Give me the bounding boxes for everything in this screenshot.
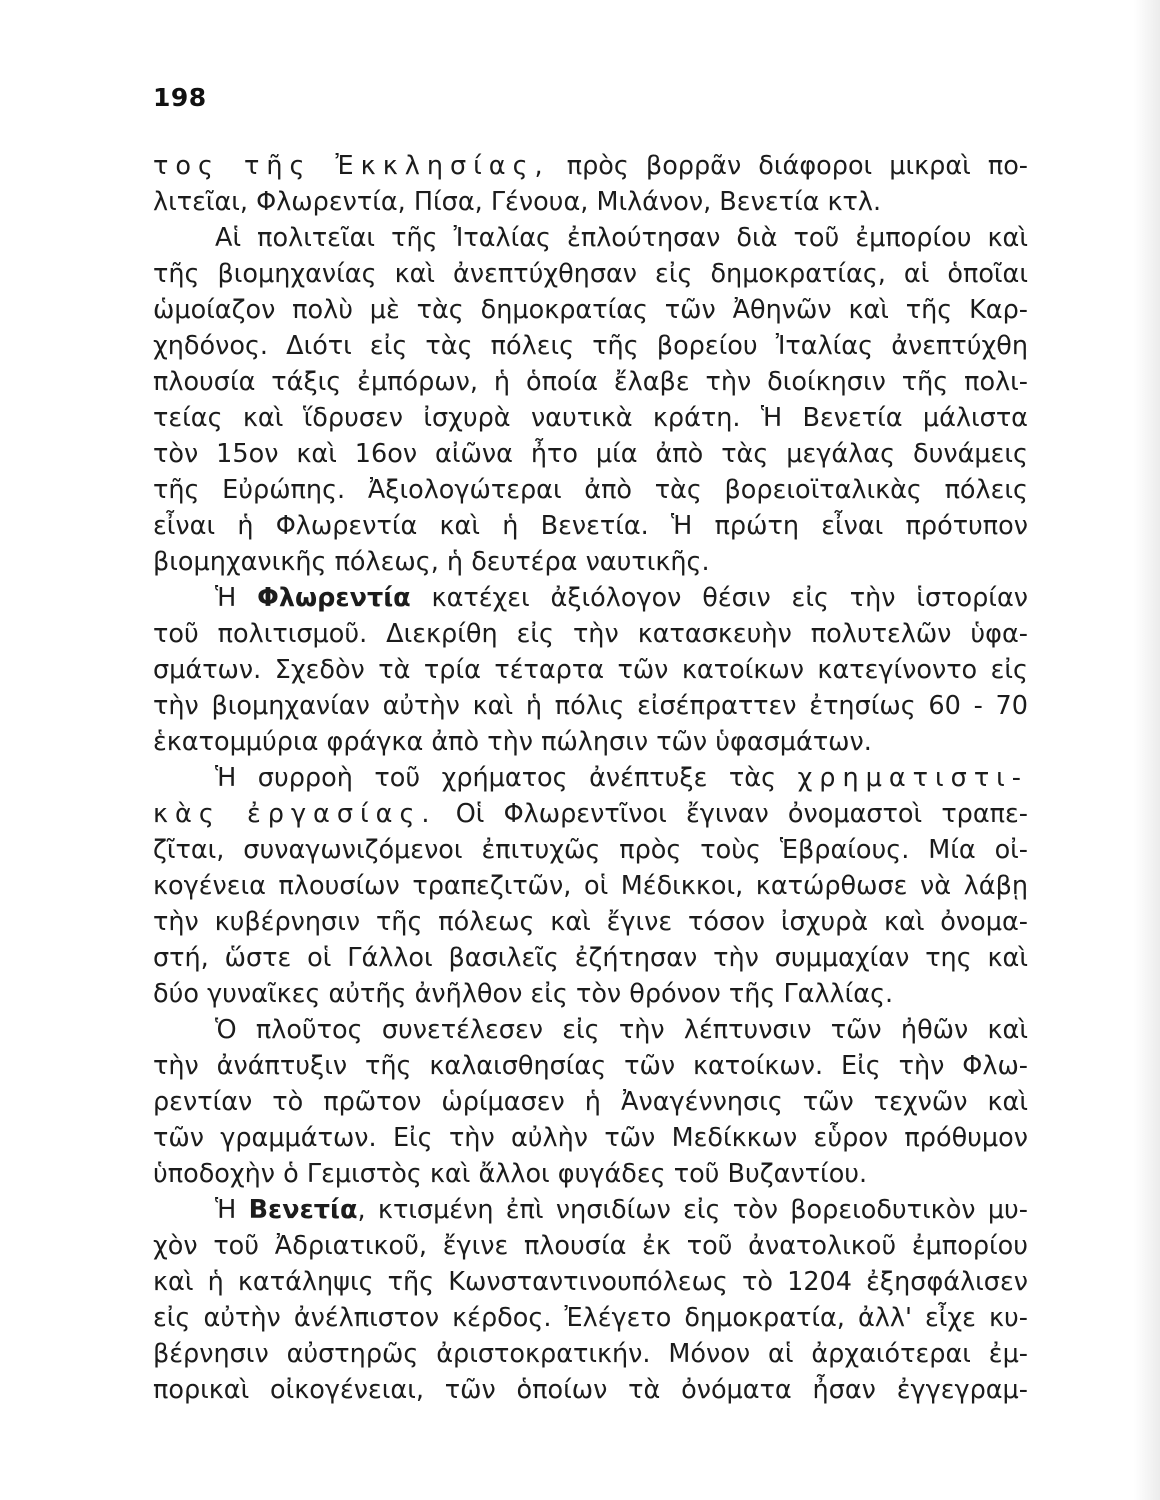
text-line bbox=[153, 616, 1028, 652]
line-text: τὴν βιομηχανίαν αὐτὴν καὶ ἡ πόλις εἰσέπραττεν ἐτησίως 60 - 70 bbox=[153, 691, 1028, 721]
text-line bbox=[153, 220, 1028, 256]
text-line bbox=[153, 1156, 1028, 1192]
line-text: τῶν γραμμάτων. Εἰς τὴν αὐλὴν τῶν Μεδίκκων εὗρον πρόθυμον bbox=[153, 1123, 1028, 1153]
body-text bbox=[153, 148, 1028, 1408]
text-line bbox=[153, 832, 1028, 868]
text-line bbox=[153, 724, 1028, 760]
text-line bbox=[153, 1192, 1028, 1228]
text-line bbox=[153, 1012, 1028, 1048]
line-text: Αἱ πολιτεῖαι τῆς Ἰταλίας ἐπλούτησαν διὰ τοῦ ἐμπορίου καὶ bbox=[215, 223, 1028, 253]
text-line bbox=[153, 400, 1028, 436]
text-line bbox=[153, 508, 1028, 544]
emphasized-spaced-text: τος τῆς Ἐκκλησίας, bbox=[153, 151, 550, 181]
emphasized-spaced-text: κὰς ἐργασίας. bbox=[153, 799, 437, 829]
text-line bbox=[153, 1336, 1028, 1372]
text-line bbox=[153, 292, 1028, 328]
text-line bbox=[153, 688, 1028, 724]
line-text: καὶ ἡ κατάληψις τῆς Κωνσταντινουπόλεως τὸ 1204 ἐξησφάλισεν bbox=[153, 1267, 1028, 1297]
text-line bbox=[153, 184, 1028, 220]
text-line bbox=[153, 796, 1028, 832]
line-text: βέρνησιν αὐστηρῶς ἀριστοκρατικήν. Μόνον αἱ ἀρχαιότεραι ἐμ- bbox=[153, 1339, 1028, 1369]
line-text: πορικαὶ οἰκογένειαι, τῶν ὁποίων τὰ ὀνόματα ἦσαν ἐγγεγραμ- bbox=[153, 1375, 1028, 1405]
text-line bbox=[153, 1300, 1028, 1336]
text-line bbox=[153, 940, 1028, 976]
line-text: Οἱ Φλωρεντῖνοι ἔγιναν ὀνομαστοὶ τραπε- bbox=[436, 799, 1028, 829]
line-text: εἰς αὐτὴν ἀνέλπιστον κέρδος. Ἐλέγετο δημοκρατία, ἀλλ' εἶχε κυ- bbox=[153, 1303, 1028, 1333]
text-line bbox=[153, 1264, 1028, 1300]
line-text: χηδόνος. Διότι εἰς τὰς πόλεις τῆς βορείου Ἰταλίας ἀνεπτύχθη bbox=[153, 331, 1028, 361]
line-text: λιτεῖαι, Φλωρεντία, Πίσα, Γένουα, Μιλάνον, Βενετία κτλ. bbox=[153, 187, 882, 217]
text-line bbox=[153, 148, 1028, 184]
bold-term: Φλωρεντία bbox=[257, 583, 411, 613]
text-line bbox=[153, 976, 1028, 1012]
emphasized-spaced-text: χρηματιστι- bbox=[797, 763, 1028, 793]
bold-term: Βενετία bbox=[248, 1195, 358, 1225]
text-line bbox=[153, 904, 1028, 940]
text-line bbox=[153, 1084, 1028, 1120]
text-line bbox=[153, 760, 1028, 796]
line-text: ὑποδοχὴν ὁ Γεμιστὸς καὶ ἄλλοι φυγάδες τοῦ Βυζαντίου. bbox=[153, 1159, 868, 1189]
line-text: , κτισμένη ἐπὶ νησιδίων εἰς τὸν βορειοδυτικὸν μυ- bbox=[357, 1195, 1028, 1225]
line-text: Ἡ bbox=[215, 583, 258, 613]
line-text: τείας καὶ ἵδρυσεν ἰσχυρὰ ναυτικὰ κράτη. Ἡ Βενετία μάλιστα bbox=[153, 403, 1028, 433]
line-text: Ὁ πλοῦτος συνετέλεσεν εἰς τὴν λέπτυνσιν τῶν ἠθῶν καὶ bbox=[215, 1015, 1028, 1045]
text-line bbox=[153, 580, 1028, 616]
text-line bbox=[153, 328, 1028, 364]
line-text: δύο γυναῖκες αὐτῆς ἀνῆλθον εἰς τὸν θρόνον τῆς Γαλλίας. bbox=[153, 979, 894, 1009]
line-text: ρεντίαν τὸ πρῶτον ὡρίμασεν ἡ Ἀναγέννησις τῶν τεχνῶν καὶ bbox=[153, 1087, 1028, 1117]
line-text: ὡμοίαζον πολὺ μὲ τὰς δημοκρατίας τῶν Ἀθηνῶν καὶ τῆς Καρ- bbox=[153, 295, 1028, 325]
text-line bbox=[153, 652, 1028, 688]
text-line bbox=[153, 1120, 1028, 1156]
line-text: σμάτων. Σχεδὸν τὰ τρία τέταρτα τῶν κατοίκων κατεγίνοντο εἰς bbox=[153, 655, 1028, 685]
line-text: πλουσία τάξις ἐμπόρων, ἡ ὁποία ἔλαβε τὴν διοίκησιν τῆς πολι- bbox=[153, 367, 1028, 397]
text-line bbox=[153, 1372, 1028, 1408]
page-number: 198 bbox=[153, 83, 207, 112]
text-line bbox=[153, 1228, 1028, 1264]
line-text: πρὸς βορρᾶν διάφοροι μικραὶ πο- bbox=[549, 151, 1028, 181]
text-line bbox=[153, 868, 1028, 904]
page-edge-shadow bbox=[1134, 0, 1160, 1500]
line-text: Ἡ συρροὴ τοῦ χρήματος ἀνέπτυξε τὰς bbox=[215, 763, 798, 793]
text-line bbox=[153, 364, 1028, 400]
text-line bbox=[153, 1048, 1028, 1084]
line-text: βιομηχανικῆς πόλεως, ἡ δευτέρα ναυτικῆς. bbox=[153, 547, 710, 577]
line-text: κογένεια πλουσίων τραπεζιτῶν, οἱ Μέδικκοι, κατώρθωσε νὰ λάβῃ bbox=[153, 871, 1028, 901]
text-line bbox=[153, 472, 1028, 508]
line-text: τὴν κυβέρνησιν τῆς πόλεως καὶ ἔγινε τόσον ἰσχυρὰ καὶ ὀνομα- bbox=[153, 907, 1028, 937]
line-text: τῆς βιομηχανίας καὶ ἀνεπτύχθησαν εἰς δημοκρατίας, αἱ ὁποῖαι bbox=[153, 259, 1028, 289]
text-line bbox=[153, 544, 1028, 580]
line-text: τῆς Εὐρώπης. Ἀξιολογώτεραι ἀπὸ τὰς βορειοϊταλικὰς πόλεις bbox=[153, 475, 1028, 505]
line-text: εἶναι ἡ Φλωρεντία καὶ ἡ Βενετία. Ἡ πρώτη εἶναι πρότυπον bbox=[153, 511, 1028, 541]
line-text: ζῖται, συναγωνιζόμενοι ἐπιτυχῶς πρὸς τοὺς Ἑβραίους. Μία οἰ- bbox=[153, 835, 1028, 865]
line-text: κατέχει ἀξιόλογον θέσιν εἰς τὴν ἱστορίαν bbox=[410, 583, 1028, 613]
line-text: χὸν τοῦ Ἀδριατικοῦ, ἔγινε πλουσία ἐκ τοῦ ἀνατολικοῦ ἐμπορίου bbox=[153, 1231, 1028, 1261]
line-text: τοῦ πολιτισμοῦ. Διεκρίθη εἰς τὴν κατασκευὴν πολυτελῶν ὑφα- bbox=[153, 619, 1028, 649]
line-text: τὴν ἀνάπτυξιν τῆς καλαισθησίας τῶν κατοίκων. Εἰς τὴν Φλω- bbox=[153, 1051, 1028, 1081]
text-line bbox=[153, 256, 1028, 292]
line-text: τὸν 15ον καὶ 16ον αἰῶνα ἦτο μία ἀπὸ τὰς μεγάλας δυνάμεις bbox=[153, 439, 1028, 469]
line-text: ἑκατομμύρια φράγκα ἀπὸ τὴν πώλησιν τῶν ὑφασμάτων. bbox=[153, 727, 872, 757]
line-text: Ἡ bbox=[215, 1195, 249, 1225]
line-text: στή, ὥστε οἱ Γάλλοι βασιλεῖς ἐζήτησαν τὴν συμμαχίαν της καὶ bbox=[153, 943, 1028, 973]
text-line bbox=[153, 436, 1028, 472]
